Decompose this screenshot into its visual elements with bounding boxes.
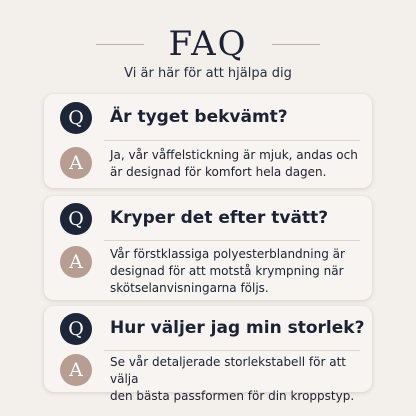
question-text: Kryper det efter tvätt? <box>110 208 329 228</box>
answer-badge: A <box>60 246 92 278</box>
answer-line: Ja, vår våffelstickning är mjuk, andas och <box>110 148 358 162</box>
card-divider <box>104 240 360 241</box>
question-badge: Q <box>60 203 92 235</box>
answer-badge: A <box>60 354 92 386</box>
page-title: FAQ <box>168 24 248 64</box>
answer-badge: A <box>60 147 92 179</box>
answer-text <box>110 354 362 405</box>
answer-line: skötselanvisningarna följs. <box>110 281 269 295</box>
answer-line: designad för att motstå krympning när <box>110 264 344 278</box>
question-badge: Q <box>60 313 92 345</box>
faq-header <box>0 18 416 88</box>
title-row <box>0 24 416 64</box>
answer-text <box>110 246 362 297</box>
answer-line: Vår förstklassiga polyesterblandning är <box>110 247 345 261</box>
title-rule-left <box>96 44 144 45</box>
faq-card-1[interactable] <box>44 94 372 188</box>
answer-line: är designad för komfort hela dagen. <box>110 165 327 179</box>
question-text: Är tyget bekvämt? <box>110 107 288 127</box>
title-rule-right <box>272 44 320 45</box>
card-divider <box>104 350 360 351</box>
question-text: Hur väljer jag min storlek? <box>110 318 365 338</box>
card-divider <box>104 140 360 141</box>
answer-text <box>110 147 362 181</box>
faq-card-3[interactable] <box>44 306 372 403</box>
question-badge: Q <box>60 102 92 134</box>
page-subtitle: Vi är här för att hjälpa dig <box>124 66 292 81</box>
faq-card-2[interactable] <box>44 196 372 300</box>
answer-line: Se vår detaljerade storlekstabell för att välja <box>110 355 346 386</box>
answer-line: den bästa passformen för din kroppstyp. <box>110 389 355 403</box>
